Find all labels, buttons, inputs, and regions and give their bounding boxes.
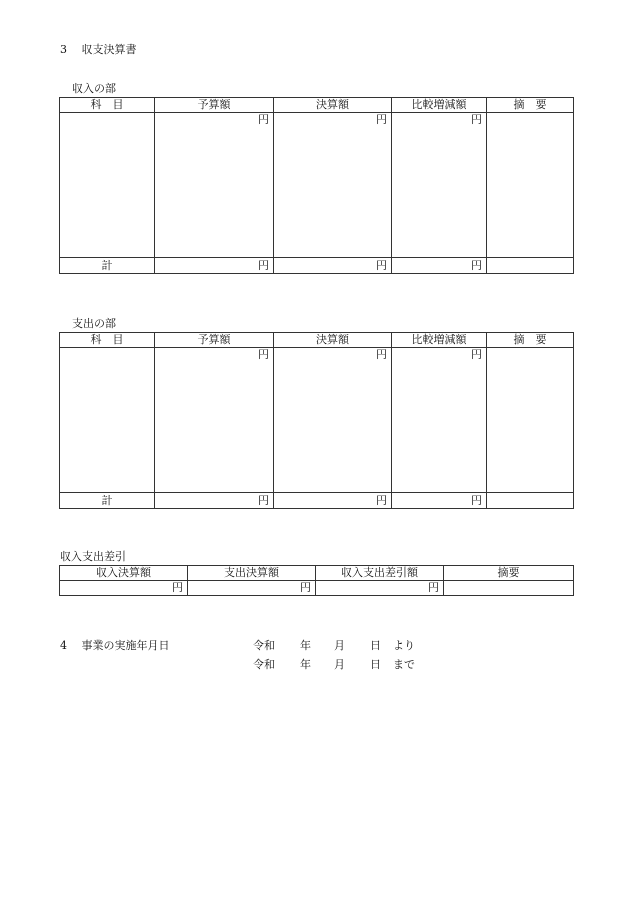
expense-header-budget: 予算額 — [155, 333, 274, 348]
expense-header-difference: 比較増減額 — [392, 333, 487, 348]
income-total-row — [60, 258, 574, 274]
balance-header-income: 収入決算額 — [60, 566, 188, 581]
expense-total-difference: 円 — [392, 493, 487, 509]
income-header-remarks: 摘 要 — [487, 98, 574, 113]
expense-item-cell — [60, 348, 155, 493]
income-total-difference: 円 — [392, 258, 487, 274]
section-4-number: 4 — [60, 639, 67, 652]
expense-heading: 支出の部 — [72, 317, 116, 330]
expense-header-remarks: 摘 要 — [487, 333, 574, 348]
balance-remarks-cell — [444, 581, 574, 596]
until-day: 日 — [370, 658, 381, 671]
income-settlement-cell: 円 — [274, 113, 392, 258]
expense-total-budget: 円 — [155, 493, 274, 509]
expense-header-item: 科 目 — [60, 333, 155, 348]
from-month: 月 — [334, 639, 345, 652]
section-3-number: 3 — [60, 43, 67, 56]
expense-total-settlement: 円 — [274, 493, 392, 509]
until-year: 年 — [300, 658, 311, 671]
expense-remarks-cell — [487, 348, 574, 493]
until-month: 月 — [334, 658, 345, 671]
expense-total-label: 計 — [60, 493, 155, 509]
balance-header-difference: 収入支出差引額 — [316, 566, 444, 581]
balance-header-remarks: 摘要 — [444, 566, 574, 581]
balance-difference-cell: 円 — [316, 581, 444, 596]
section-3-title: 収支決算書 — [81, 43, 137, 56]
section-3-heading — [60, 41, 137, 57]
from-year: 年 — [300, 639, 311, 652]
income-budget-cell: 円 — [155, 113, 274, 258]
expense-settlement-cell: 円 — [274, 348, 392, 493]
income-header-item: 科 目 — [60, 98, 155, 113]
income-header-settlement: 決算額 — [274, 98, 392, 113]
income-header-budget: 予算額 — [155, 98, 274, 113]
balance-income-cell: 円 — [60, 581, 188, 596]
expense-total-row — [60, 493, 574, 509]
income-difference-cell: 円 — [392, 113, 487, 258]
income-total-settlement: 円 — [274, 258, 392, 274]
income-item-cell — [60, 113, 155, 258]
expense-table — [59, 332, 574, 509]
expense-body-row — [60, 348, 574, 493]
income-body-row — [60, 113, 574, 258]
income-heading: 収入の部 — [72, 82, 116, 95]
from-era: 令和 — [253, 639, 275, 652]
expense-budget-cell: 円 — [155, 348, 274, 493]
balance-expense-cell: 円 — [188, 581, 316, 596]
from-suffix: より — [393, 639, 415, 652]
section-4-title: 事業の実施年月日 — [81, 639, 170, 652]
section-4-heading — [60, 637, 170, 653]
balance-header-expense: 支出決算額 — [188, 566, 316, 581]
balance-heading: 収入支出差引 — [60, 550, 126, 563]
until-era: 令和 — [253, 658, 275, 671]
balance-header-row — [60, 566, 574, 581]
from-day: 日 — [370, 639, 381, 652]
balance-table — [59, 565, 574, 596]
until-suffix: まで — [393, 658, 415, 671]
income-total-remarks — [487, 258, 574, 274]
expense-difference-cell: 円 — [392, 348, 487, 493]
income-header-difference: 比較増減額 — [392, 98, 487, 113]
income-total-budget: 円 — [155, 258, 274, 274]
expense-header-row — [60, 333, 574, 348]
income-header-row — [60, 98, 574, 113]
balance-value-row — [60, 581, 574, 596]
expense-total-remarks — [487, 493, 574, 509]
expense-header-settlement: 決算額 — [274, 333, 392, 348]
income-remarks-cell — [487, 113, 574, 258]
income-total-label: 計 — [60, 258, 155, 274]
income-table — [59, 97, 574, 274]
